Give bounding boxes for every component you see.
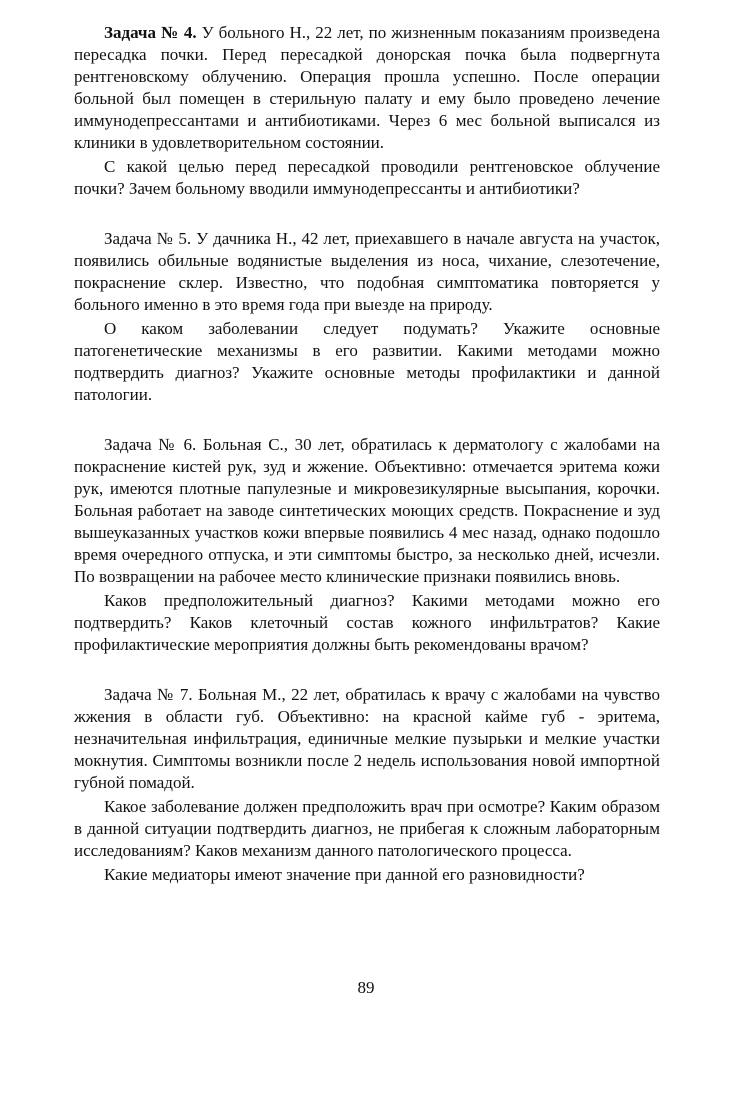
- problem-6: [74, 434, 660, 656]
- problem-4-question: С какой целью перед пересадкой проводили рентгеновское облучение почки? Зачем больному вводили иммунодепрессанты и антибиотики?: [74, 157, 660, 198]
- problem-4-condition: [74, 22, 660, 154]
- problem-5-condition: [74, 228, 660, 316]
- problem-5-text: У дачника Н., 42 лет, приехавшего в начале августа на участок, появились обильные водянистые выделения из носа, чихание, слезотечение, покраснение склер. Известно, что подобная симптоматика повторяется у больного именно в это время года при выезде на природу.: [74, 229, 660, 314]
- problem-5-label: Задача № 5.: [104, 229, 192, 248]
- problem-5: [74, 228, 660, 406]
- problem-7-question-2: Какие медиаторы имеют значение при данной его разновидности?: [104, 865, 585, 884]
- problem-7-question-1: Какое заболевание должен предположить врач при осмотре? Каким образом в данной ситуации подтвердить диагноз, не прибегая к сложным лабораторным исследованиям? Каков механизм данного патологического процесса.: [74, 797, 660, 860]
- problem-4-text: У больного Н., 22 лет, по жизненным показаниям произведена пересадка почки. Перед пересадкой донорская почка была подвергнута рентгеновскому облучению. Операция прошла успешно. После операции больной был помещен в стерильную палату и ему было проведено лечение иммунодепрессантами и антибиотиками. Через 6 мес больной выписался из клиники в удовлетворительном состоянии.: [74, 23, 661, 152]
- problem-7-label: Задача № 7.: [104, 685, 193, 704]
- problem-7-condition: [74, 684, 660, 794]
- problem-6-label: Задача № 6.: [104, 435, 197, 454]
- page-number: 89: [357, 978, 375, 997]
- problem-4: [74, 22, 660, 200]
- problem-7: [74, 684, 660, 886]
- problem-5-question: О каком заболевании следует подумать? Укажите основные патогенетические механизмы в его развитии. Какими методами можно подтвердить диагноз? Укажите основные методы профилактики и данной патологии.: [74, 319, 660, 404]
- problem-4-label: Задача № 4.: [104, 23, 197, 42]
- problem-7-text: Больная М., 22 лет, обратилась к врачу с жалобами на чувство жжения в области губ. Объективно: на красной кайме губ - эритема, незначительная инфильтрация, единичные мелкие пузырьки и мелкие участки мокнутия. Симптомы возникли после 2 недель использования новой импортной губной помадой.: [74, 685, 660, 792]
- problem-6-text: Больная С., 30 лет, обратилась к дерматологу с жалобами на покраснение кистей рук, зуд и жжение. Объективно: отмечается эритема кожи рук, имеются плотные папулезные и микровезикулярные высыпания, корочки. Больная работает на заводе синтетических моющих средств. Покраснение и зуд вышеуказанных участков кожи впервые появились 4 мес назад, однако подошло время очередного отпуска, и эти симптомы быстро, за несколько дней, исчезли. По возвращении на рабочее место клинические признаки появились вновь.: [74, 435, 660, 586]
- problem-6-question: Каков предположительный диагноз? Какими методами можно его подтвердить? Каков клеточный состав кожного инфильтратов? Какие профилактические мероприятия должны быть рекомендованы врачом?: [74, 591, 660, 654]
- page-text: [74, 22, 660, 914]
- problem-6-condition: [74, 434, 660, 588]
